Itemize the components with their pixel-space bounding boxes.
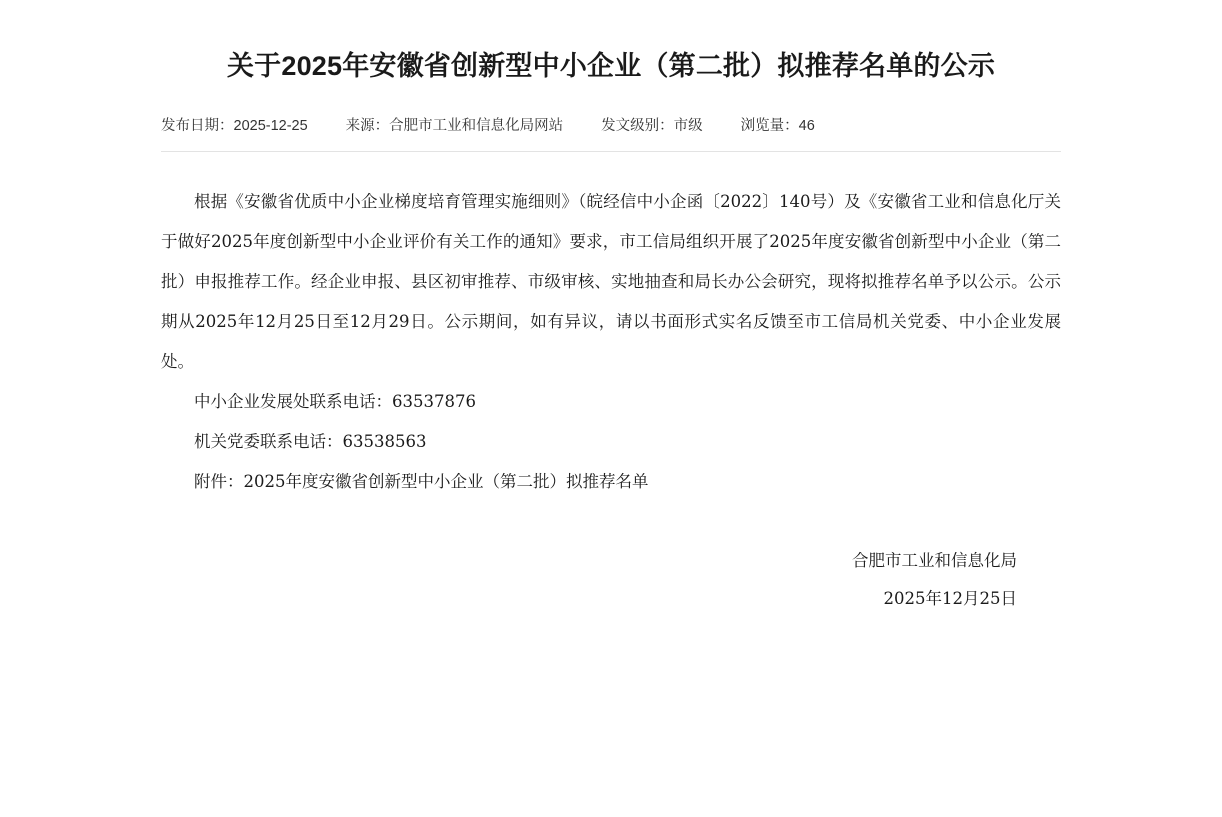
meta-views-value: 46 (798, 118, 815, 134)
meta-publish-date-label: 发布日期： (161, 118, 234, 134)
body-paragraph: 根据《安徽省优质中小企业梯度培育管理实施细则》（皖经信中小企函〔2022〕140号）及《安徽省工业和信息化厅关于做好2025年度创新型中小企业评价有关工作的通知》要求，市工信局组织开展了2025年度安徽省创新型中小企业（第二批）申报推荐工作。经企业申报、县区初审推荐、市级审核、实地抽查和局长办公会研究，现将拟推荐名单予以公示。公示期从2025年12月25日至12月29日。公示期间，如有异议，请以书面形式实名反馈至市工信局机关党委、中小企业发展处。 (161, 192, 1061, 371)
meta-publish-date-value: 2025-12-25 (233, 118, 308, 134)
article-container (161, 0, 1061, 618)
meta-source-value: 合肥市工业和信息化局网站 (389, 118, 564, 134)
meta-publish-date (161, 114, 308, 135)
article-body (161, 152, 1061, 502)
contact-line-development-office: 中小企业发展处联系电话：63537876 (194, 392, 476, 411)
signature-date: 2025年12月25日 (883, 589, 1017, 608)
signature-block (161, 542, 1061, 618)
meta-views (741, 114, 815, 135)
attachment-line: 附件：2025年度安徽省创新型中小企业（第二批）拟推荐名单 (194, 472, 649, 491)
meta-source-label: 来源： (345, 118, 390, 134)
page-title: 关于2025年安徽省创新型中小企业（第二批）拟推荐名单的公示 (226, 51, 996, 81)
signature-organization: 合肥市工业和信息化局 (852, 551, 1017, 570)
meta-level-label: 发文级别： (601, 118, 674, 134)
contact-line-party-committee: 机关党委联系电话：63538563 (194, 432, 427, 451)
meta-views-label: 浏览量： (740, 118, 799, 134)
meta-level (601, 114, 703, 135)
article-meta-bar (161, 114, 1061, 152)
meta-source (346, 114, 564, 135)
meta-level-value: 市级 (673, 118, 703, 134)
